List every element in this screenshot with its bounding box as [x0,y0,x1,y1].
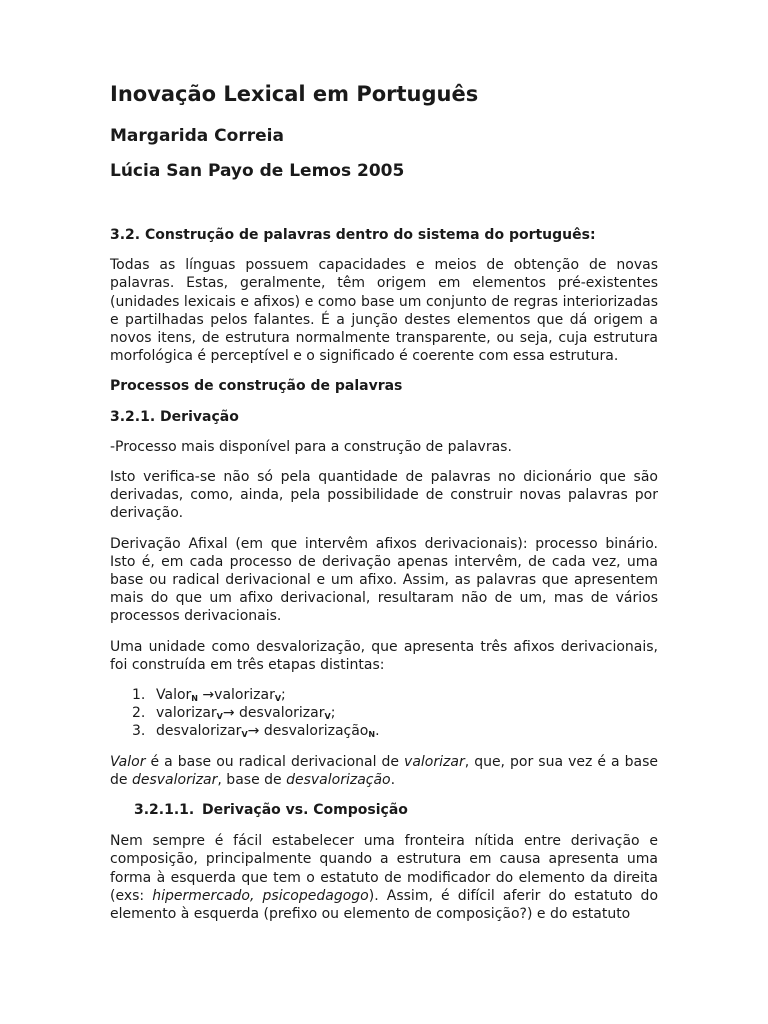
section-heading: 3.2. Construção de palavras dentro do sistema do português: [110,227,596,243]
derivation-steps-list [110,686,658,741]
paragraph: -Processo mais disponível para a construção de palavras. [110,438,512,455]
derivation-heading: 3.2.1. Derivação [110,408,239,425]
list-item-text: valorizar$_V$→ desvalorizar$_V$; [156,705,336,722]
author-name-year: Lúcia San Payo de Lemos 2005 [110,161,405,181]
list-number: 1. [132,687,146,704]
paragraph: Todas as línguas possuem capacidades e meios de obtenção de novas palavras. Estas, geralmente, têm origem em elementos pré-existentes (unidades lexicais e afixos) e como base um conjunto de regras interiorizadas e partilhadas pelos falantes. É a junção destes elementos que dá origem a novos itens, de estrutura normalmente transparente, ou seja, cuja estrutura morfológica é perceptível e o significado é coerente com essa estrutura. [110,257,658,365]
paragraph: Valor é a base ou radical derivacional de valorizar, que, por sua vez é a base de desvalorizar, base de desvalorização. [110,753,658,788]
document-body [110,226,658,935]
page-title: Inovação Lexical em Português [110,82,479,106]
paragraph: Derivação Afixal (em que intervêm afixos derivacionais): processo binário. Isto é, em cada processo de derivação apenas intervêm, de cada vez, uma base ou radical derivacional e um afixo. Assim, as palavras que apresentem mais do que um afixo derivacional, resultaram não de um, mas de vários processos derivacionais. [110,535,658,625]
list-item-text: desvalorizar$_V$→ desvalorização$_N$. [156,723,380,740]
list-number: 2. [132,705,146,722]
paragraph: Isto verifica-se não só pela quantidade de palavras no dicionário que são derivadas, como, ainda, pela possibilidade de construir novas palavras por derivação. [110,469,658,522]
processes-heading: Processos de construção de palavras [110,378,403,395]
author-name: Margarida Correia [110,126,284,146]
list-item [110,686,658,704]
subsection-heading: 3.2.1.1. Derivação vs. Composição [134,802,408,819]
list-item [110,722,658,740]
list-number: 3. [132,723,146,740]
paragraph: Nem sempre é fácil estabelecer uma fronteira nítida entre derivação e composição, principalmente quando a estrutura em causa apresenta uma forma à esquerda que tem o estatuto de modificador do elemento da direita (exs: hipermercado, psicopedagogo). Assim, é difícil aferir do estatuto do elemento à esquerda (prefixo ou elemento de composição?) e do estatuto [110,833,659,923]
paragraph: Uma unidade como desvalorização, que apresenta três afixos derivacionais, foi construída em três etapas distintas: [110,638,658,673]
list-item [110,704,658,722]
list-item-text: Valor$_N$ →valorizar$_V$; [156,687,286,704]
